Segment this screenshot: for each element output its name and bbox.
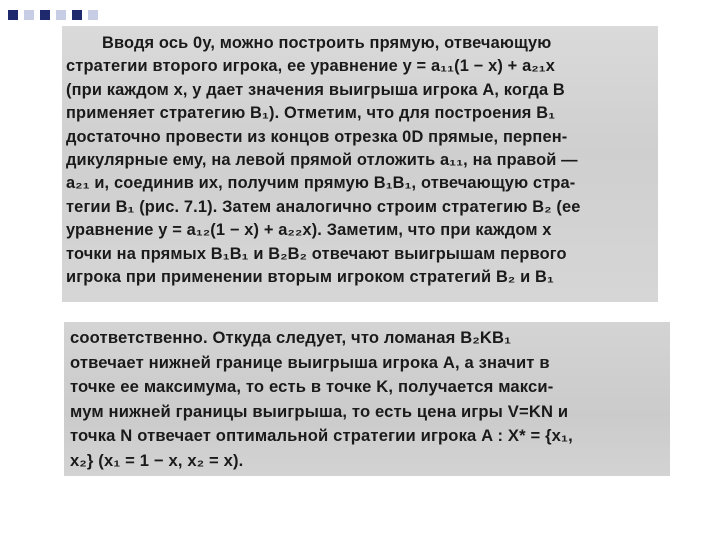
bullet-square-icon xyxy=(56,10,66,20)
text-line: Вводя ось 0у, можно построить прямую, отвечающую xyxy=(102,34,552,52)
bullet-square-icon xyxy=(72,10,82,20)
slide-header-bar xyxy=(0,0,720,26)
text-line: точка N отвечает оптимальной стратегии игрока A : X* = {x₁, xyxy=(70,426,573,446)
text-line: уравнение y = a₁₂(1 − x) + a₂₂x). Заметим, что при каждом x xyxy=(66,221,552,240)
text-line: дикулярные ему, на левой прямой отложить a₁₁, на правой — xyxy=(66,151,578,170)
text-line: точке ее максимума, то есть в точке K, получается макси- xyxy=(70,377,554,397)
text-line: отвечает нижней границе выигрыша игрока A, а значит в xyxy=(70,352,550,372)
text-line: x₂} (x₁ = 1 − x, x₂ = x). xyxy=(70,450,244,470)
text-line: тегии B₁ (рис. 7.1). Затем аналогично строим стратегию B₂ (ее xyxy=(66,197,581,216)
bullet-square-icon xyxy=(24,10,34,20)
text-line: a₂₁ и, соединив их, получим прямую B₁B₁, отвечающую стра- xyxy=(66,174,576,193)
bullet-square-icon xyxy=(40,10,50,20)
text-line: соответственно. Откуда следует, что ломаная B₂KB₁ xyxy=(70,328,512,347)
bullet-square-icon xyxy=(8,10,18,20)
scanned-text-block-bottom xyxy=(64,322,670,476)
text-line: применяет стратегию B₁). Отметим, что для построения B₁ xyxy=(66,104,556,123)
text-line: стратегии второго игрока, ее уравнение y = a₁₁(1 − x) + a₂₁x xyxy=(66,57,556,76)
text-line: (при каждом x, у дает значения выигрыша игрока A, когда B xyxy=(66,80,565,99)
text-line: игрока при применении вторым игроком стратегий B₂ и B₁ xyxy=(66,268,554,287)
scanned-text-block-top xyxy=(62,26,658,302)
text-line: точки на прямых B₁B₁ и B₂B₂ отвечают выигрышам первого xyxy=(66,244,567,263)
bullet-square-icon xyxy=(88,10,98,20)
text-line: достаточно провести из концов отрезка 0D прямые, перпен- xyxy=(66,127,568,146)
text-line: мум нижней границы выигрыша, то есть цена игры V=KN и xyxy=(70,401,569,421)
